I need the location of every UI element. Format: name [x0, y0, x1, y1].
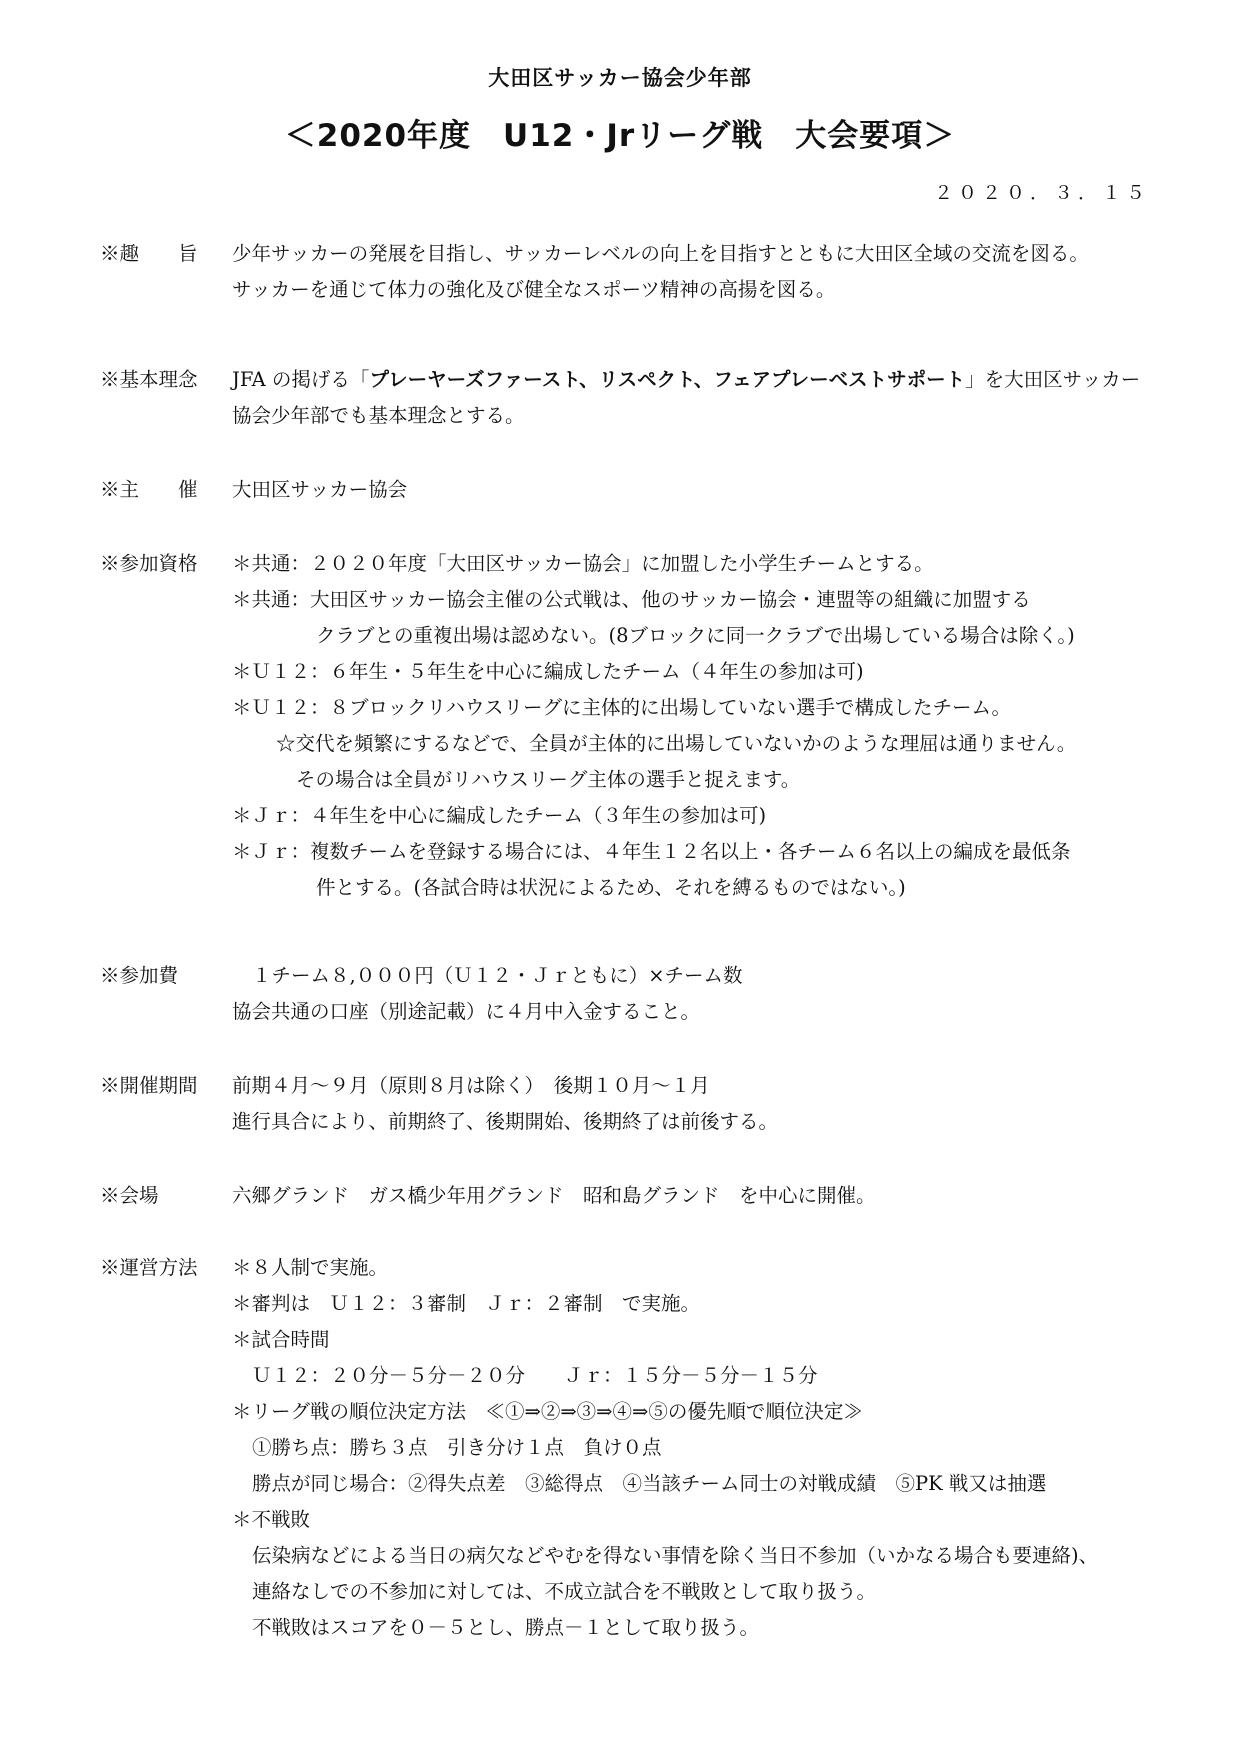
eligibility-line: ＊Ｕ１２：８ブロックリハウスリーグに主体的に出場していない選手で構成したチーム。: [232, 696, 1012, 719]
operation-line: ＊審判は Ｕ１２：３審制 Ｊｒ：２審制 で実施。: [232, 1292, 701, 1315]
fee-line: １チーム８,０００円（Ｕ１２・Ｊｒともに）×チーム数: [252, 964, 743, 987]
operation-line: ＊リーグ戦の順位決定方法 ≪①⇒②⇒③⇒④⇒⑤の優先順で順位決定≫: [232, 1400, 863, 1423]
operation-line: ＊８人制で実施。: [232, 1256, 389, 1279]
section-label-host: ※主 催: [100, 478, 198, 501]
operation-line: 勝点が同じ場合：②得失点差 ③総得点 ④当該チーム同士の対戦成績 ⑤PK 戦又は抽選: [252, 1472, 1047, 1495]
eligibility-line: クラブとの重複出場は認めない。(8ブロックに同一クラブで出場している場合は除く。): [316, 624, 1075, 647]
operation-line: ＊試合時間: [232, 1328, 330, 1351]
eligibility-line: ＊Ｊｒ：複数チームを登録する場合には、４年生１２名以上・各チーム６名以上の編成を最低条: [232, 840, 1071, 863]
host-text: 大田区サッカー協会: [232, 478, 408, 501]
section-label-venue: ※会場: [100, 1184, 159, 1207]
eligibility-line: ＊Ｊｒ：４年生を中心に編成したチーム（３年生の参加は可): [232, 804, 767, 827]
eligibility-line: ＊共通：大田区サッカー協会主催の公式戦は、他のサッカー協会・連盟等の組織に加盟する: [232, 588, 1031, 611]
venue-text: 六郷グランド ガス橋少年用グランド 昭和島グランド を中心に開催。: [232, 1184, 876, 1207]
section-label-philosophy: ※基本理念: [100, 368, 198, 391]
section-label-fee: ※参加費: [100, 964, 179, 987]
purpose-line: 少年サッカーの発展を目指し、サッカーレベルの向上を目指すとともに大田区全域の交流を図る。: [232, 242, 1089, 265]
philosophy-text-pre: JFA の掲げる「: [232, 368, 370, 391]
section-label-purpose: ※趣 旨: [100, 242, 198, 265]
operation-line: 連絡なしでの不参加に対しては、不成立試合を不戦敗として取り扱う。: [252, 1580, 877, 1603]
operation-line: Ｕ１２：２０分－５分－２０分 Ｊｒ：１５分－５分－１５分: [252, 1364, 818, 1387]
document-title: ＜2020年度 U12・Jrリーグ戦 大会要項＞: [284, 118, 956, 154]
section-content-period: [232, 1068, 1192, 1140]
philosophy-text-post: 」を大田区サッカー: [965, 368, 1141, 391]
purpose-line: サッカーを通じて体力の強化及び健全なスポーツ精神の高揚を図る。: [232, 278, 836, 301]
eligibility-note-line: その場合は全員がリハウスリーグ主体の選手と捉えます。: [296, 768, 801, 791]
period-line: 進行具合により、前期終了、後期開始、後期終了は前後する。: [232, 1110, 779, 1133]
section-label-period: ※開催期間: [100, 1074, 198, 1097]
operation-line: 不戦敗はスコアを０－５とし、勝点－１として取り扱う。: [252, 1616, 760, 1639]
section-content-operation: [232, 1250, 1192, 1646]
eligibility-line: ＊共通：２０２０年度「大田区サッカー協会」に加盟した小学生チームとする。: [232, 552, 934, 575]
section-content-eligibility: [232, 546, 1192, 906]
document-date: ２０２０．３．１５: [933, 182, 1150, 204]
section-content-philosophy: [232, 362, 1192, 434]
period-line: 前期４月～９月（原則８月は除く） 後期１０月～１月: [232, 1074, 710, 1097]
operation-line: ①勝ち点：勝ち３点 引き分け１点 負け０点: [252, 1436, 662, 1459]
organization-name: 大田区サッカー協会少年部: [488, 66, 752, 90]
section-label-operation: ※運営方法: [100, 1256, 198, 1279]
section-content-venue: [232, 1178, 1192, 1214]
operation-line: 伝染病などによる当日の病欠などやむを得ない事情を除く当日不参加（いかなる場合も要連絡)、: [252, 1544, 1099, 1567]
philosophy-line: [232, 362, 1192, 398]
eligibility-line: ＊Ｕ１２：６年生・５年生を中心に編成したチーム（４年生の参加は可): [232, 660, 864, 683]
eligibility-line: 件とする。(各試合時は状況によるため、それを縛るものではない。): [316, 876, 906, 899]
fee-line: 協会共通の口座（別途記載）に４月中入金すること。: [232, 1000, 701, 1023]
section-label-eligibility: ※参加資格: [100, 552, 198, 575]
eligibility-note-line: ☆交代を頻繁にするなどで、全員が主体的に出場していないかのような理屈は通りません。: [276, 732, 1077, 755]
section-content-fee: [232, 958, 1192, 1030]
philosophy-line: 協会少年部でも基本理念とする。: [232, 404, 525, 427]
philosophy-emphasis: プレーヤーズファースト、リスペクト、フェアプレーベストサポート: [369, 368, 966, 391]
operation-line: ＊不戦敗: [232, 1508, 311, 1531]
section-content-host: [232, 472, 1192, 508]
section-content-purpose: [232, 236, 1192, 308]
